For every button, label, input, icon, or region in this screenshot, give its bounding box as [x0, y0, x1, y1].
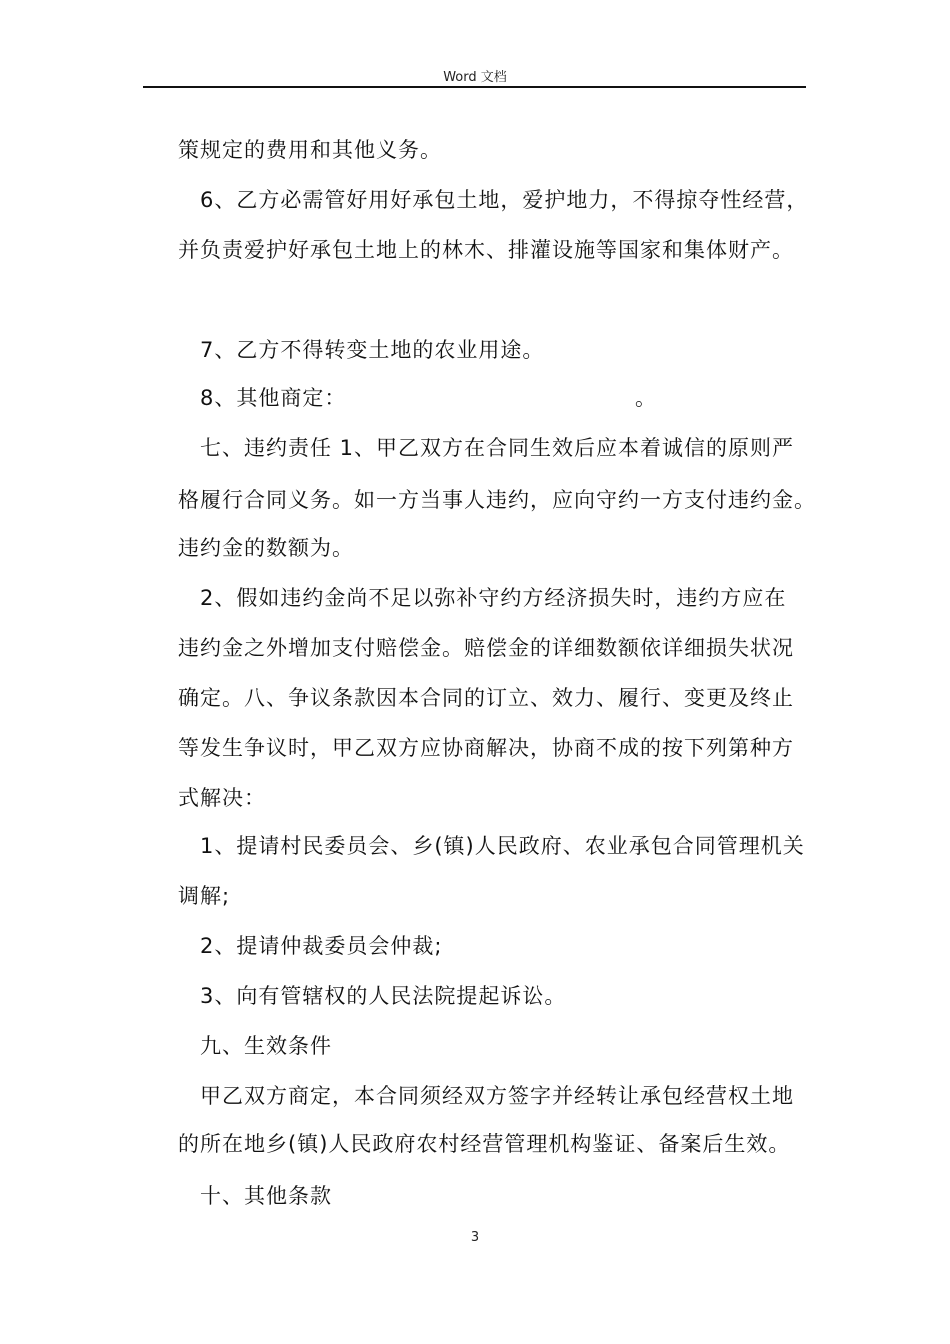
paragraph-line: 等发生争议时，甲乙双方应协商解决，协商不成的按下列第种方	[178, 736, 794, 760]
paragraph-line: 2、假如违约金尚不足以弥补守约方经济损失时，违约方应在	[200, 586, 787, 610]
paragraph-line: 格履行合同义务。如一方当事人违约，应向守约一方支付违约金。	[178, 488, 816, 512]
paragraph-line: 违约金之外增加支付赔偿金。赔偿金的详细数额依详细损失状况	[178, 636, 794, 660]
paragraph-line: 甲乙双方商定，本合同须经双方签字并经转让承包经营权土地	[200, 1084, 794, 1108]
paragraph-line: 7、乙方不得转变土地的农业用途。	[200, 338, 545, 362]
paragraph-line: 6、乙方必需管好用好承包土地，爱护地力，不得掠夺性经营，	[200, 188, 809, 212]
paragraph-line: 违约金的数额为。	[178, 536, 354, 560]
paragraph-line: 确定。八、争议条款因本合同的订立、效力、履行、变更及终止	[178, 686, 794, 710]
paragraph-line: 并负责爱护好承包土地上的林木、排灌设施等国家和集体财产。	[178, 238, 794, 262]
section-heading: 九、生效条件	[200, 1034, 332, 1058]
section-heading: 十、其他条款	[200, 1184, 332, 1208]
paragraph-line: 策规定的费用和其他义务。	[178, 138, 442, 162]
paragraph-line: 3、向有管辖权的人民法院提起诉讼。	[200, 984, 567, 1008]
page-number: 3	[470, 1230, 480, 1245]
header-divider	[143, 86, 806, 88]
paragraph-line: 的所在地乡(镇)人民政府农村经营管理机构鉴证、备案后生效。	[178, 1132, 791, 1156]
paragraph-line: 式解决：	[178, 786, 266, 810]
paragraph-line: 七、违约责任 1、甲乙双方在合同生效后应本着诚信的原则严	[200, 436, 795, 460]
paragraph-line: 调解;	[178, 884, 231, 908]
paragraph-line: 8、其他商定：	[200, 386, 347, 410]
paragraph-line: 1、提请村民委员会、乡(镇)人民政府、农业承包合同管理机关	[200, 834, 805, 858]
blank-field-end: 。	[635, 386, 656, 410]
paragraph-line: 2、提请仲裁委员会仲裁;	[200, 934, 443, 958]
page-header-title: Word 文档	[443, 70, 507, 85]
